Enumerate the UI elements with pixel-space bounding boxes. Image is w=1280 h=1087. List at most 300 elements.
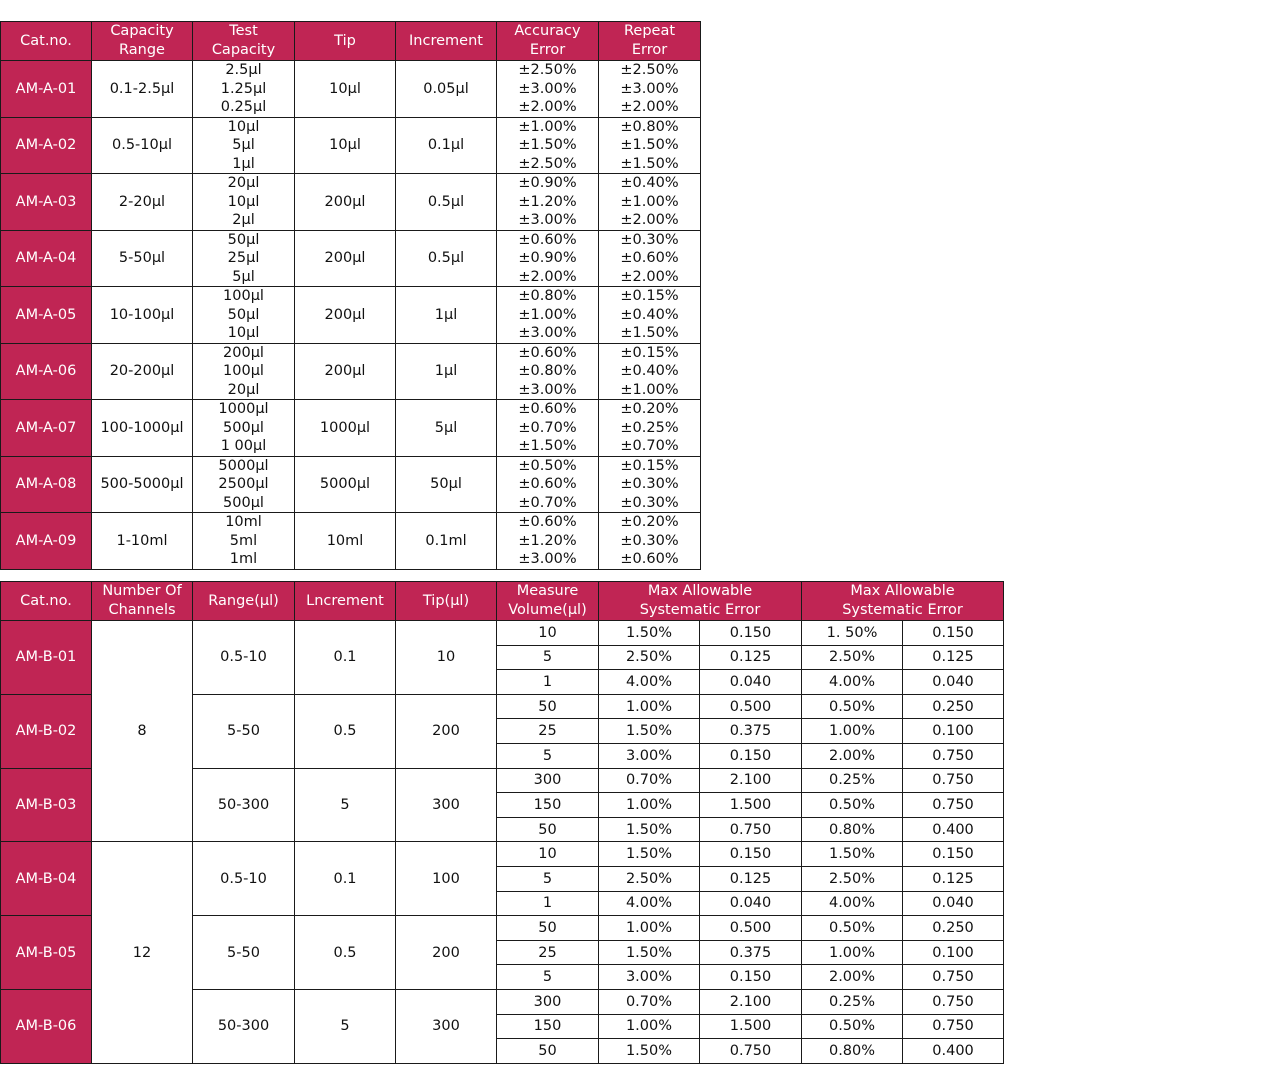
error-value-cell: 0.150: [700, 842, 802, 867]
measure-volume-cell: 150: [497, 1014, 599, 1039]
cat-no-cell: AM-B-06: [1, 989, 92, 1063]
increment-header: [295, 582, 396, 621]
error-value-cell: 1.500: [700, 1014, 802, 1039]
tip-cell: 10μl: [295, 117, 396, 174]
measure-volume-cell: 5: [497, 743, 599, 768]
value-line: ±0.40%: [620, 175, 679, 191]
accuracy-error-cell: [497, 61, 599, 118]
increment-cell: 5μl: [396, 400, 497, 457]
increment-cell: 0.05μl: [396, 61, 497, 118]
tip-cell: 10ml: [295, 513, 396, 570]
column-header: [599, 22, 701, 61]
header-row: [1, 22, 701, 61]
error-percent-cell: 1.50%: [802, 842, 903, 867]
max-allowable-error-header-2: [802, 582, 1004, 621]
value-line: 1ml: [229, 551, 258, 567]
value-line: ±3.00%: [518, 381, 577, 398]
repeat-error-cell: [599, 117, 701, 174]
cat-no-cell: AM-A-09: [1, 513, 92, 570]
value-line: ±1.00%: [518, 118, 577, 135]
cat-no-header: [1, 582, 92, 621]
max-allowable-error-header-1: [599, 582, 802, 621]
accuracy-error-cell: [497, 400, 599, 457]
value-line: 20μl: [227, 381, 260, 398]
value-line: ±0.40%: [620, 363, 679, 379]
value-line: ±1.00%: [620, 381, 679, 398]
value-line: 5μl: [232, 268, 255, 285]
error-percent-cell: 1.00%: [599, 1014, 700, 1039]
measure-volume-cell: 300: [497, 768, 599, 793]
value-line: ±2.00%: [620, 268, 679, 285]
cat-no-cell: AM-B-03: [1, 768, 92, 842]
error-value-cell: 0.040: [903, 891, 1004, 916]
value-line: ±0.60%: [518, 231, 577, 248]
value-line: 20μl: [227, 175, 260, 191]
tip-cell: 100: [396, 842, 497, 916]
value-line: ±2.00%: [518, 99, 577, 115]
value-line: ±0.80%: [518, 288, 577, 304]
table-row: [1, 287, 701, 344]
error-percent-cell: 1.50%: [599, 621, 700, 646]
column-header: [396, 22, 497, 61]
accuracy-error-cell: [497, 513, 599, 570]
cat-no-cell: AM-A-04: [1, 230, 92, 287]
measure-volume-cell: 50: [497, 817, 599, 842]
value-line: 50μl: [227, 231, 260, 248]
error-percent-cell: 1.50%: [599, 719, 700, 744]
error-value-cell: 0.750: [700, 1039, 802, 1064]
error-percent-cell: 0.50%: [802, 1014, 903, 1039]
capacity-range-cell: 500-5000μl: [92, 456, 193, 513]
value-line: 2.5μl: [225, 62, 262, 78]
value-line: ±0.60%: [518, 476, 577, 492]
error-value-cell: 0.750: [903, 1014, 1004, 1039]
value-line: ±0.40%: [620, 306, 679, 323]
value-line: 100μl: [223, 288, 264, 304]
value-line: ±2.50%: [620, 62, 679, 78]
table-row: [1, 842, 1004, 867]
tip-cell: 200: [396, 694, 497, 768]
repeat-error-cell: [599, 287, 701, 344]
value-line: ±1.50%: [518, 438, 577, 454]
error-value-cell: 0.100: [903, 940, 1004, 965]
error-percent-cell: 3.00%: [599, 743, 700, 768]
value-line: ±0.15%: [620, 288, 679, 304]
value-line: ±3.00%: [620, 80, 679, 97]
tip-cell: 300: [396, 768, 497, 842]
column-header-line: Test: [229, 23, 258, 39]
accuracy-error-cell: [497, 456, 599, 513]
test-capacity-cell: [193, 343, 295, 400]
error-percent-cell: 1.00%: [802, 719, 903, 744]
measure-volume-cell: 5: [497, 645, 599, 670]
column-header-line: Cat.no.: [20, 32, 72, 49]
column-header: [92, 22, 193, 61]
accuracy-error-cell: [497, 174, 599, 231]
value-line: 1000μl: [218, 401, 269, 417]
increment-cell: 0.1μl: [396, 117, 497, 174]
value-line: 5μl: [232, 137, 255, 153]
capacity-range-cell: 5-50μl: [92, 230, 193, 287]
error-value-cell: 0.500: [700, 694, 802, 719]
error-percent-cell: 4.00%: [802, 670, 903, 695]
value-line: ±0.30%: [620, 476, 679, 492]
value-line: ±0.15%: [620, 457, 679, 474]
error-percent-cell: 2.50%: [599, 866, 700, 891]
table-row: [1, 61, 701, 118]
accuracy-error-cell: [497, 343, 599, 400]
tip-cell: 300: [396, 989, 497, 1063]
value-line: ±0.60%: [518, 514, 577, 530]
value-line: ±0.90%: [518, 175, 577, 191]
error-percent-cell: 1.50%: [599, 940, 700, 965]
error-value-cell: 0.750: [903, 768, 1004, 793]
value-line: 2μl: [232, 212, 255, 228]
cat-no-cell: AM-B-04: [1, 842, 92, 916]
measure-volume-cell: 25: [497, 719, 599, 744]
value-line: ±0.70%: [620, 438, 679, 454]
value-line: ±1.00%: [620, 193, 679, 210]
increment-cell: 5: [295, 989, 396, 1063]
error-value-cell: 0.375: [700, 940, 802, 965]
range-cell: 50-300: [193, 768, 295, 842]
error-percent-cell: 1.00%: [599, 694, 700, 719]
tip-cell: 10: [396, 621, 497, 695]
error-value-cell: 0.750: [903, 793, 1004, 818]
value-line: ±1.50%: [620, 155, 679, 172]
error-value-cell: 0.400: [903, 1039, 1004, 1064]
accuracy-error-cell: [497, 230, 599, 287]
increment-cell: 1μl: [396, 287, 497, 344]
capacity-range-cell: 0.1-2.5μl: [92, 61, 193, 118]
error-percent-cell: 0.25%: [802, 768, 903, 793]
repeat-error-cell: [599, 343, 701, 400]
cat-no-cell: AM-A-01: [1, 61, 92, 118]
value-line: 10μl: [227, 193, 260, 210]
error-value-cell: 0.150: [700, 743, 802, 768]
column-header-line: Accuracy: [514, 23, 581, 39]
error-value-cell: 0.400: [903, 817, 1004, 842]
channels-header-line: Channels: [108, 602, 176, 618]
capacity-range-cell: 20-200μl: [92, 343, 193, 400]
cat-no-cell: AM-B-01: [1, 621, 92, 695]
error-percent-cell: 0.80%: [802, 1039, 903, 1064]
error-value-cell: 1.500: [700, 793, 802, 818]
error-percent-cell: 0.80%: [802, 817, 903, 842]
cat-no-cell: AM-A-03: [1, 174, 92, 231]
error-value-cell: 0.750: [903, 743, 1004, 768]
pipette-spec-table-multi-channel: [0, 581, 1004, 1064]
test-capacity-cell: [193, 61, 295, 118]
measure-volume-cell: 5: [497, 866, 599, 891]
channels-cell: 12: [92, 842, 193, 1063]
repeat-error-cell: [599, 230, 701, 287]
error-percent-cell: 2.00%: [802, 743, 903, 768]
value-line: ±0.30%: [620, 231, 679, 248]
tip-cell: 1000μl: [295, 400, 396, 457]
value-line: 5000μl: [218, 457, 269, 474]
column-header-line: Capacity: [110, 23, 174, 39]
measure-volume-cell: 300: [497, 989, 599, 1014]
error-percent-cell: 0.25%: [802, 989, 903, 1014]
error-percent-cell: 1.50%: [599, 842, 700, 867]
value-line: ±3.00%: [518, 80, 577, 97]
value-line: ±0.70%: [518, 494, 577, 511]
value-line: ±0.60%: [620, 551, 679, 567]
value-line: 2500μl: [218, 476, 269, 492]
capacity-range-cell: 0.5-10μl: [92, 117, 193, 174]
increment-cell: 0.1ml: [396, 513, 497, 570]
value-line: 1 00μl: [220, 438, 267, 454]
measure-volume-cell: 1: [497, 891, 599, 916]
measure-volume-header-line: Measure: [516, 583, 579, 599]
measure-volume-cell: 50: [497, 1039, 599, 1064]
range-cell: 0.5-10: [193, 621, 295, 695]
value-line: ±2.00%: [620, 212, 679, 228]
error-percent-cell: 1.50%: [599, 1039, 700, 1064]
table-row: [1, 400, 701, 457]
error-value-cell: 0.125: [903, 866, 1004, 891]
value-line: ±3.00%: [518, 325, 577, 341]
error-percent-cell: 2.50%: [802, 866, 903, 891]
accuracy-error-cell: [497, 287, 599, 344]
repeat-error-cell: [599, 513, 701, 570]
value-line: ±1.20%: [518, 532, 577, 549]
column-header-line: Error: [631, 42, 668, 58]
value-line: ±1.00%: [518, 306, 577, 323]
cat-no-cell: AM-B-02: [1, 694, 92, 768]
column-header: [295, 22, 396, 61]
cat-no-cell: AM-B-05: [1, 916, 92, 990]
table-row: [1, 343, 701, 400]
error-value-cell: 0.125: [700, 645, 802, 670]
value-line: ±1.50%: [620, 325, 679, 341]
value-line: ±1.50%: [518, 137, 577, 153]
repeat-error-cell: [599, 174, 701, 231]
measure-volume-cell: 50: [497, 694, 599, 719]
value-line: 10μl: [227, 325, 260, 341]
column-header: [497, 22, 599, 61]
value-line: ±0.80%: [620, 118, 679, 135]
value-line: ±0.30%: [620, 532, 679, 549]
error-percent-cell: 1. 50%: [802, 621, 903, 646]
value-line: 10μl: [227, 118, 260, 135]
capacity-range-cell: 2-20μl: [92, 174, 193, 231]
repeat-error-cell: [599, 61, 701, 118]
error-percent-cell: 4.00%: [802, 891, 903, 916]
value-line: ±2.00%: [620, 99, 679, 115]
error-value-cell: 0.250: [903, 694, 1004, 719]
pipette-spec-table-single-channel: [0, 21, 701, 570]
value-line: ±1.50%: [620, 137, 679, 153]
channels-header-line: Number Of: [102, 583, 182, 599]
tip-cell: 200μl: [295, 287, 396, 344]
value-line: ±0.70%: [518, 419, 577, 436]
measure-volume-header-line: Volume(μl): [508, 602, 587, 618]
error-value-cell: 0.040: [700, 670, 802, 695]
tip-cell: 200μl: [295, 343, 396, 400]
measure-volume-cell: 1: [497, 670, 599, 695]
tip-cell: 200: [396, 916, 497, 990]
test-capacity-cell: [193, 456, 295, 513]
test-capacity-cell: [193, 287, 295, 344]
table-row: [1, 230, 701, 287]
value-line: 100μl: [223, 363, 264, 379]
cat-no-cell: AM-A-05: [1, 287, 92, 344]
error-percent-cell: 0.50%: [802, 793, 903, 818]
tip-header: [396, 582, 497, 621]
value-line: 25μl: [227, 250, 260, 266]
cat-no-header-line: Cat.no.: [20, 592, 72, 609]
range-cell: 50-300: [193, 989, 295, 1063]
error-value-cell: 0.750: [903, 965, 1004, 990]
error-value-cell: 0.150: [903, 842, 1004, 867]
accuracy-error-cell: [497, 117, 599, 174]
table-row: [1, 621, 1004, 646]
value-line: 50μl: [227, 306, 260, 323]
table-row: [1, 174, 701, 231]
value-line: 500μl: [223, 419, 264, 436]
value-line: ±2.50%: [518, 155, 577, 172]
error-percent-cell: 2.00%: [802, 965, 903, 990]
column-header-line: Increment: [409, 32, 483, 49]
error-percent-cell: 2.50%: [802, 645, 903, 670]
error-percent-cell: 0.70%: [599, 768, 700, 793]
column-header-line: Range: [119, 42, 165, 58]
increment-cell: 0.5: [295, 694, 396, 768]
error-percent-cell: 4.00%: [599, 891, 700, 916]
increment-header-line: Lncrement: [306, 592, 384, 609]
tip-cell: 200μl: [295, 174, 396, 231]
error-value-cell: 0.125: [700, 866, 802, 891]
value-line: ±0.60%: [518, 344, 577, 361]
value-line: 5ml: [229, 532, 258, 549]
table-row: [1, 117, 701, 174]
value-line: ±0.50%: [518, 457, 577, 474]
error-value-cell: 2.100: [700, 989, 802, 1014]
range-cell: 5-50: [193, 694, 295, 768]
error-value-cell: 2.100: [700, 768, 802, 793]
value-line: ±3.00%: [518, 212, 577, 228]
value-line: ±0.90%: [518, 250, 577, 266]
cat-no-cell: AM-A-07: [1, 400, 92, 457]
max-allowable-error-header-2-line: Max Allowable: [850, 583, 955, 599]
value-line: ±0.30%: [620, 494, 679, 511]
error-percent-cell: 1.00%: [802, 940, 903, 965]
value-line: 0.25μl: [220, 99, 267, 115]
value-line: ±1.20%: [518, 193, 577, 210]
range-cell: 5-50: [193, 916, 295, 990]
error-percent-cell: 3.00%: [599, 965, 700, 990]
error-value-cell: 0.125: [903, 645, 1004, 670]
repeat-error-cell: [599, 400, 701, 457]
channels-header: [92, 582, 193, 621]
error-value-cell: 0.250: [903, 916, 1004, 941]
value-line: 1.25μl: [220, 80, 267, 97]
column-header-line: Repeat: [623, 23, 676, 39]
value-line: ±0.80%: [518, 363, 577, 379]
tip-cell: 200μl: [295, 230, 396, 287]
cat-no-cell: AM-A-08: [1, 456, 92, 513]
column-header-line: Capacity: [211, 42, 276, 58]
error-value-cell: 0.500: [700, 916, 802, 941]
error-value-cell: 0.375: [700, 719, 802, 744]
measure-volume-cell: 5: [497, 965, 599, 990]
error-value-cell: 0.040: [903, 670, 1004, 695]
tip-cell: 10μl: [295, 61, 396, 118]
measure-volume-cell: 150: [497, 793, 599, 818]
error-percent-cell: 2.50%: [599, 645, 700, 670]
error-value-cell: 0.150: [700, 621, 802, 646]
error-value-cell: 0.150: [700, 965, 802, 990]
range-cell: 0.5-10: [193, 842, 295, 916]
test-capacity-cell: [193, 174, 295, 231]
increment-cell: 50μl: [396, 456, 497, 513]
increment-cell: 0.1: [295, 621, 396, 695]
channels-cell: 8: [92, 621, 193, 842]
error-percent-cell: 1.50%: [599, 817, 700, 842]
column-header: [1, 22, 92, 61]
increment-cell: 0.5μl: [396, 174, 497, 231]
column-header-line: Tip: [334, 32, 356, 49]
measure-volume-header: [497, 582, 599, 621]
capacity-range-cell: 1-10ml: [92, 513, 193, 570]
cat-no-cell: AM-A-02: [1, 117, 92, 174]
header-row: [1, 582, 1004, 621]
test-capacity-cell: [193, 513, 295, 570]
error-value-cell: 0.750: [700, 817, 802, 842]
error-value-cell: 0.750: [903, 989, 1004, 1014]
value-line: 200μl: [223, 344, 264, 361]
value-line: ±0.60%: [620, 250, 679, 266]
increment-cell: 5: [295, 768, 396, 842]
increment-cell: 0.5: [295, 916, 396, 990]
test-capacity-cell: [193, 230, 295, 287]
value-line: 10ml: [225, 514, 262, 530]
cat-no-cell: AM-A-06: [1, 343, 92, 400]
capacity-range-cell: 10-100μl: [92, 287, 193, 344]
error-value-cell: 0.100: [903, 719, 1004, 744]
value-line: 1μl: [232, 155, 255, 172]
repeat-error-cell: [599, 456, 701, 513]
value-line: ±0.60%: [518, 401, 577, 417]
error-percent-cell: 1.00%: [599, 793, 700, 818]
measure-volume-cell: 25: [497, 940, 599, 965]
column-header: [193, 22, 295, 61]
error-percent-cell: 0.70%: [599, 989, 700, 1014]
error-percent-cell: 0.50%: [802, 694, 903, 719]
tip-cell: 5000μl: [295, 456, 396, 513]
value-line: ±0.25%: [620, 419, 679, 436]
table-row: [1, 513, 701, 570]
error-percent-cell: 0.50%: [802, 916, 903, 941]
value-line: ±2.50%: [518, 62, 577, 78]
error-percent-cell: 1.00%: [599, 916, 700, 941]
error-value-cell: 0.040: [700, 891, 802, 916]
max-allowable-error-header-1-line: Max Allowable: [647, 583, 753, 599]
increment-cell: 0.5μl: [396, 230, 497, 287]
tip-header-line: Tip(μl): [422, 592, 470, 609]
capacity-range-cell: 100-1000μl: [92, 400, 193, 457]
max-allowable-error-header-2-line: Systematic Error: [842, 602, 963, 618]
increment-cell: 1μl: [396, 343, 497, 400]
error-percent-cell: 4.00%: [599, 670, 700, 695]
value-line: ±0.15%: [620, 344, 679, 361]
range-header-line: Range(μl): [208, 592, 279, 609]
value-line: ±3.00%: [518, 551, 577, 567]
test-capacity-cell: [193, 400, 295, 457]
range-header: [193, 582, 295, 621]
